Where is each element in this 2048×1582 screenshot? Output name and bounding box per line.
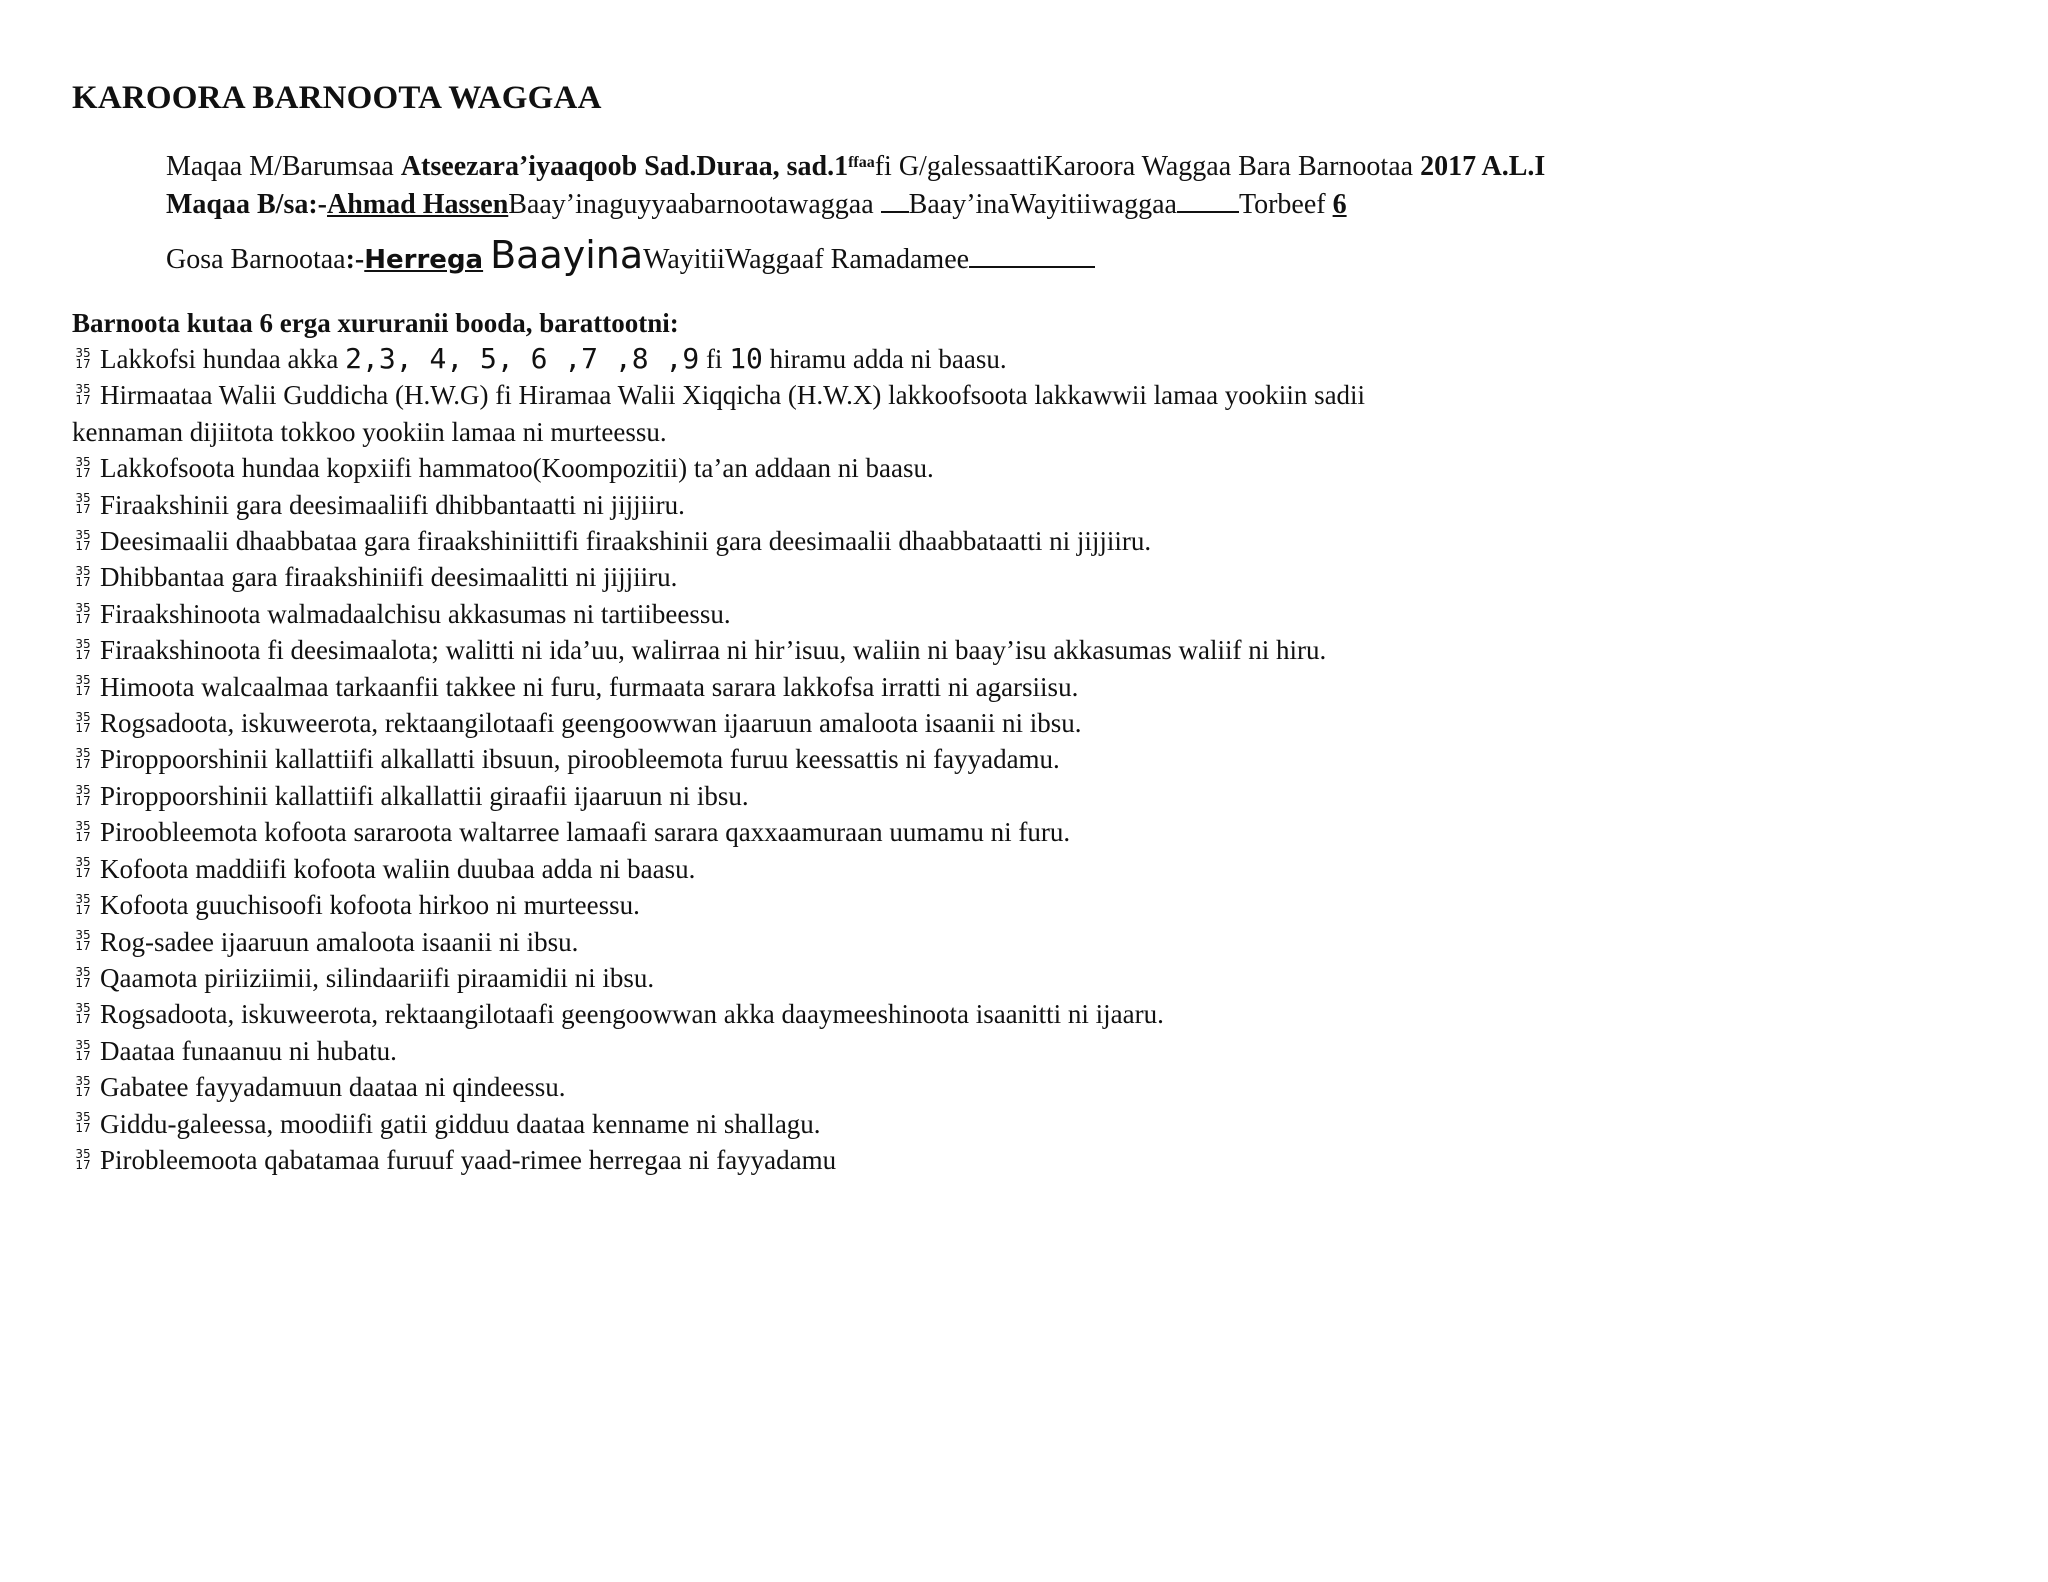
objectives-list — [72, 341, 1672, 1178]
teaching-days-label: Baay’inaguyyaabarnootawaggaa — [508, 189, 881, 220]
objective-item — [72, 1142, 1672, 1178]
objective-item — [72, 1106, 1672, 1142]
objective-item — [72, 924, 1672, 960]
objective-text: Kofoota maddiifi kofoota waliin duubaa adda ni baasu. — [100, 853, 696, 884]
time-allotted-blank — [969, 242, 1095, 268]
bullet-icon: 35 17 — [75, 782, 91, 808]
teacher-name: Ahmad Hassen — [327, 189, 509, 220]
objective-item — [72, 1069, 1672, 1105]
objective-item — [72, 705, 1672, 741]
objective-item — [72, 559, 1672, 595]
objective-text: Qaamota piriiziimii, silindaariifi piraamidii ni ibsu. — [100, 962, 655, 993]
periods-per-year-blank — [1177, 187, 1239, 213]
teaching-days-blank — [881, 187, 909, 213]
bullet-icon: 35 17 — [75, 855, 91, 881]
objective-item — [72, 778, 1672, 814]
objective-text: Piroppoorshinii kallattiifi alkallattii giraafii ijaaruun ni ibsu. — [100, 780, 749, 811]
objective-item — [72, 632, 1672, 668]
objective-item — [72, 887, 1672, 923]
objective-text: Firaakshinoota walmadaalchisu akkasumas ni tartiibeessu. — [100, 598, 731, 629]
bullet-icon: 35 17 — [75, 1110, 91, 1136]
objective-text: Piroppoorshinii kallattiifi alkallatti ibsuun, piroobleemota furuu keessattis ni fayyadamu. — [100, 744, 1060, 775]
bullet-icon: 35 17 — [75, 673, 91, 699]
objective-item — [72, 741, 1672, 777]
header-subject-line — [166, 233, 1545, 280]
school-label: Maqaa M/Barumsaa — [166, 151, 401, 182]
objective-text: Kofoota guuchisoofi kofoota hirkoo ni murteessu. — [100, 890, 640, 921]
objective-item — [72, 596, 1672, 632]
bullet-icon: 35 17 — [75, 455, 91, 481]
header-teacher-line — [166, 186, 1545, 224]
time-allotted-label: WayitiiWaggaaf Ramadamee — [643, 244, 970, 275]
bullet-icon: 35 17 — [75, 1001, 91, 1027]
objective-text: Firaakshinoota fi deesimaalota; walitti ni ida’uu, walirraa ni hir’isuu, waliin ni baay’isu akkasumas waliif ni hiru. — [100, 635, 1327, 666]
objective-text: Lakkofsoota hundaa kopxiifi hammatoo(Koompozitii) ta’an addaan ni baasu. — [100, 453, 934, 484]
objective-item — [72, 487, 1672, 523]
bullet-icon: 35 17 — [75, 564, 91, 590]
objective-text: Firaakshinii gara deesimaaliifi dhibbantaatti ni jijjiiru. — [100, 489, 685, 520]
bullet-icon: 35 17 — [75, 382, 91, 408]
bullet-icon: 35 17 — [75, 891, 91, 917]
objectives-heading: Barnoota kutaa 6 erga xururanii booda, barattootni: — [72, 308, 679, 338]
cluster-label: fi G/galessaattiKaroora Waggaa Bara Barnootaa — [874, 151, 1421, 182]
bullet-icon: 35 17 — [75, 600, 91, 626]
count-label: Baayina — [490, 233, 644, 277]
bullet-icon: 35 17 — [75, 345, 91, 371]
bullet-icon: 35 17 — [75, 637, 91, 663]
objective-text: Deesimaalii dhaabbataa gara firaakshiniittifi firaakshinii gara deesimaalii dhaabbataatti ni jijjiiru. — [100, 526, 1152, 557]
school-name: Atseezara’iyaaqoob Sad.Duraa, sad.1 — [400, 151, 849, 182]
objective-item — [72, 1033, 1672, 1069]
objective-text: Daataa funaanuu ni hubatu. — [100, 1035, 397, 1066]
document-title: KAROORA BARNOOTA WAGGAA — [72, 80, 602, 116]
bullet-icon: 35 17 — [75, 1073, 91, 1099]
objective-text: Pirobleemoota qabatamaa furuuf yaad-rimee herregaa ni fayyadamu — [100, 1144, 837, 1175]
subject-label: Gosa Barnootaa — [166, 244, 346, 275]
objective-text: Giddu-galeessa, moodiifi gatii gidduu daataa kenname ni shallagu. — [100, 1108, 821, 1139]
document-header — [166, 148, 1545, 280]
objective-text: Rog-sadee ijaaruun amaloota isaanii ni ibsu. — [100, 926, 579, 957]
objective-item — [72, 851, 1672, 887]
bullet-icon: 35 17 — [75, 527, 91, 553]
objective-text: Gabatee fayyadamuun daataa ni qindeessu. — [100, 1072, 566, 1103]
objective-item — [72, 960, 1672, 996]
bullet-icon: 35 17 — [75, 709, 91, 735]
school-ordinal-suffix: ffaa — [848, 154, 875, 171]
bullet-icon: 35 17 — [75, 928, 91, 954]
weekly-label: Torbeef — [1238, 189, 1333, 220]
bullet-icon: 35 17 — [75, 964, 91, 990]
divisor-ten: 10 — [729, 342, 763, 375]
periods-per-year-label: Baay’inaWayitiiwaggaa — [908, 189, 1177, 220]
objective-item — [72, 523, 1672, 559]
objective-item — [72, 996, 1672, 1032]
bullet-icon: 35 17 — [75, 1146, 91, 1172]
objective-text: Dhibbantaa gara firaakshiniifi deesimaalitti ni jijjiiru. — [100, 562, 678, 593]
academic-year: 2017 A.L.I — [1420, 151, 1546, 182]
objective-item: 35 17 Hirmaataa Walii Guddicha (H.W.G) fi Hiramaa Walii Xiqqicha (H.W.X) lakkoofsoota lakkawwii lamaa yookiin sadii kennaman dijiitota tokkoo yookiin lamaa ni murteessu. — [72, 380, 1366, 447]
bullet-icon: 35 17 — [75, 1037, 91, 1063]
subject-separator: :- — [345, 244, 365, 275]
objective-item — [72, 669, 1672, 705]
teacher-label: Maqaa B/sa:- — [166, 189, 327, 220]
objective-item — [72, 814, 1672, 850]
header-school-line — [166, 148, 1545, 186]
subject-name: Herrega — [364, 245, 484, 275]
bullet-icon: 35 17 — [75, 746, 91, 772]
bullet-icon: 35 17 — [75, 819, 91, 845]
objective-text: Piroobleemota kofoota sararoota waltarree lamaafi sarara qaxxaamuraan uumamu ni furu. — [100, 817, 1071, 848]
objective-text: Rogsadoota, iskuweerota, rektaangilotaafi geengoowwan akka daaymeeshinoota isaanitti ni ijaaru. — [100, 999, 1164, 1030]
bullet-icon: 35 17 — [75, 491, 91, 517]
objective-item: 35 17 Lakkofsi hundaa akka 2,3, 4, 5, 6 ,7 ,8 ,9 fi 10 hiramu adda ni baasu. — [72, 341, 1672, 377]
objective-item — [72, 450, 1672, 486]
objective-text: Himoota walcaalmaa tarkaanfii takkee ni furu, furmaata sarara lakkofsa irratti ni agarsiisu. — [100, 671, 1079, 702]
weekly-value: 6 — [1332, 189, 1347, 220]
divisor-numbers: 2,3, 4, 5, 6 ,7 ,8 ,9 — [345, 342, 700, 375]
objective-text: Rogsadoota, iskuweerota, rektaangilotaafi geengoowwan ijaaruun amaloota isaanii ni ibsu. — [100, 708, 1082, 739]
objectives-section — [72, 305, 1672, 1178]
